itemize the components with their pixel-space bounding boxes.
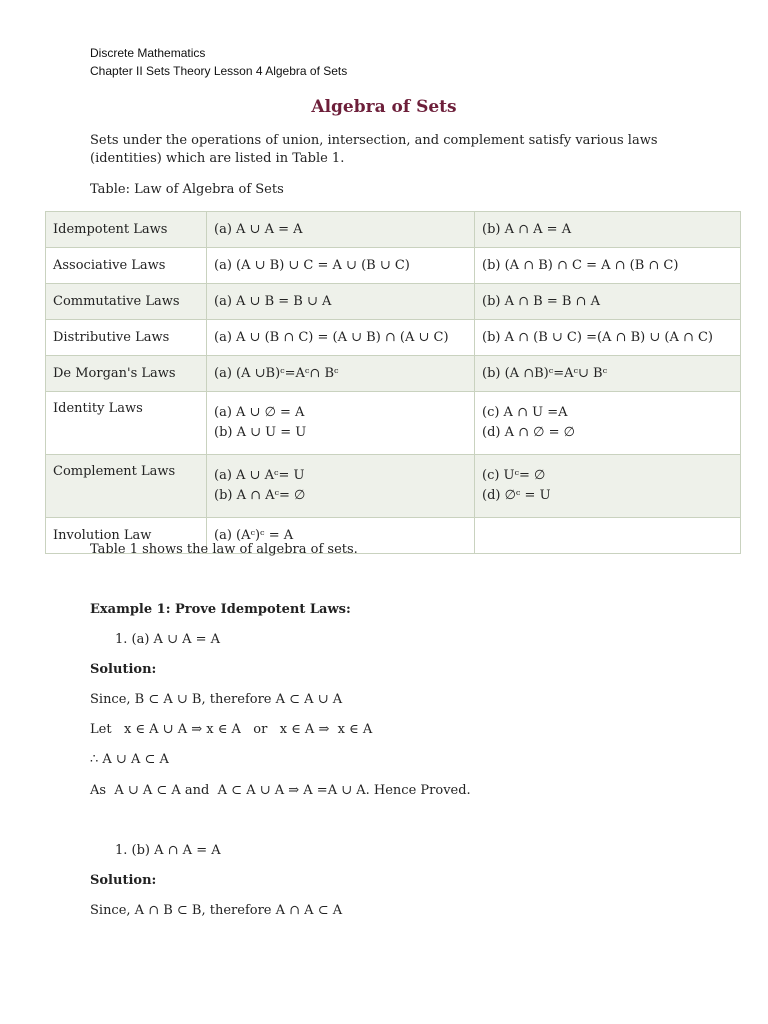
table-row — [46, 392, 741, 455]
law-a — [207, 455, 475, 518]
law-a — [207, 248, 475, 284]
table-row — [46, 284, 741, 320]
law-b-line: (b) A ∩ (B ∪ C) =(A ∩ B) ∪ (A ∩ C) — [482, 329, 714, 345]
law-a-line: (b) A ∩ Aᶜ= ∅ — [214, 488, 306, 503]
proof-line: Let x ∈ A ∪ A ⇒ x ∈ A or x ∈ A ⇒ x ∈ A — [90, 722, 373, 737]
law-name: Idempotent Laws — [46, 212, 207, 248]
chapter-header: Chapter II Sets Theory Lesson 4 Algebra of Sets — [90, 64, 348, 78]
law-a-line: (a) A ∪ ∅ = A — [214, 405, 305, 420]
solution-label: Solution: — [90, 662, 157, 677]
law-b — [475, 320, 741, 356]
table-row — [46, 356, 741, 392]
law-a — [207, 284, 475, 320]
law-name: De Morgan's Laws — [46, 356, 207, 392]
table-row — [46, 212, 741, 248]
law-name: Identity Laws — [46, 392, 207, 455]
law-b-line: (d) A ∩ ∅ = ∅ — [482, 425, 575, 440]
intro-paragraph: Sets under the operations of union, intersection, and complement satisfy various laws (identities) which are listed in Table 1. — [90, 133, 658, 166]
law-a-line: (a) A ∪ B = B ∪ A — [214, 293, 332, 309]
law-a-line: (a) (A ∪ B) ∪ C = A ∪ (B ∪ C) — [214, 257, 410, 273]
page-title: Algebra of Sets — [311, 97, 457, 117]
law-name: Complement Laws — [46, 455, 207, 518]
law-b — [475, 284, 741, 320]
law-b-line: (c) Uᶜ= ∅ — [482, 468, 546, 483]
law-a — [207, 356, 475, 392]
law-b — [475, 392, 741, 455]
law-b-line: (b) A ∩ A = A — [482, 221, 572, 237]
table-caption: Table: Law of Algebra of Sets — [90, 182, 284, 197]
table-note: Table 1 shows the law of algebra of sets. — [90, 542, 358, 557]
solution-label: Solution: — [90, 873, 157, 888]
proof-line: Since, B ⊂ A ∪ B, therefore A ⊂ A ∪ A — [90, 692, 343, 707]
law-a-line: (a) (Aᶜ)ᶜ = A — [214, 527, 294, 543]
law-a-line: (a) A ∪ A = A — [214, 221, 303, 237]
laws-table — [45, 211, 741, 554]
law-b-line: (b) A ∩ B = B ∩ A — [482, 293, 600, 309]
law-a-line: (b) A ∪ U = U — [214, 425, 307, 440]
example-item: 1. (b) A ∩ A = A — [115, 843, 221, 858]
law-a-line: (a) A ∪ Aᶜ= U — [214, 468, 305, 483]
law-b — [475, 212, 741, 248]
law-b-line: (b) (A ∩ B) ∩ C = A ∩ (B ∩ C) — [482, 257, 679, 273]
law-b-line: (b) (A ∩B)ᶜ=Aᶜ∪ Bᶜ — [482, 365, 608, 381]
law-a-line: (a) (A ∪B)ᶜ=Aᶜ∩ Bᶜ — [214, 365, 339, 381]
proof-line: Since, A ∩ B ⊂ B, therefore A ∩ A ⊂ A — [90, 903, 343, 918]
law-b — [475, 356, 741, 392]
law-a — [207, 212, 475, 248]
table-row — [46, 248, 741, 284]
law-name: Associative Laws — [46, 248, 207, 284]
law-a — [207, 392, 475, 455]
law-name: Involution Law — [46, 518, 207, 554]
law-b — [475, 518, 741, 554]
law-name: Commutative Laws — [46, 284, 207, 320]
example-title: Example 1: Prove Idempotent Laws: — [90, 602, 351, 617]
law-b — [475, 455, 741, 518]
proof-line: As A ∪ A ⊂ A and A ⊂ A ∪ A ⇒ A =A ∪ A. Hence Proved. — [90, 783, 471, 798]
example-item: 1. (a) A ∪ A = A — [115, 632, 221, 647]
table-row — [46, 320, 741, 356]
law-name: Distributive Laws — [46, 320, 207, 356]
law-b — [475, 248, 741, 284]
law-b-line: (d) ∅ᶜ = U — [482, 488, 551, 503]
law-a-line: (a) A ∪ (B ∩ C) = (A ∪ B) ∩ (A ∪ C) — [214, 329, 449, 345]
table-row — [46, 455, 741, 518]
course-header: Discrete Mathematics — [90, 46, 206, 60]
law-a — [207, 320, 475, 356]
law-b-line: (c) A ∩ U =A — [482, 405, 568, 420]
proof-line: ∴ A ∪ A ⊂ A — [90, 752, 169, 767]
